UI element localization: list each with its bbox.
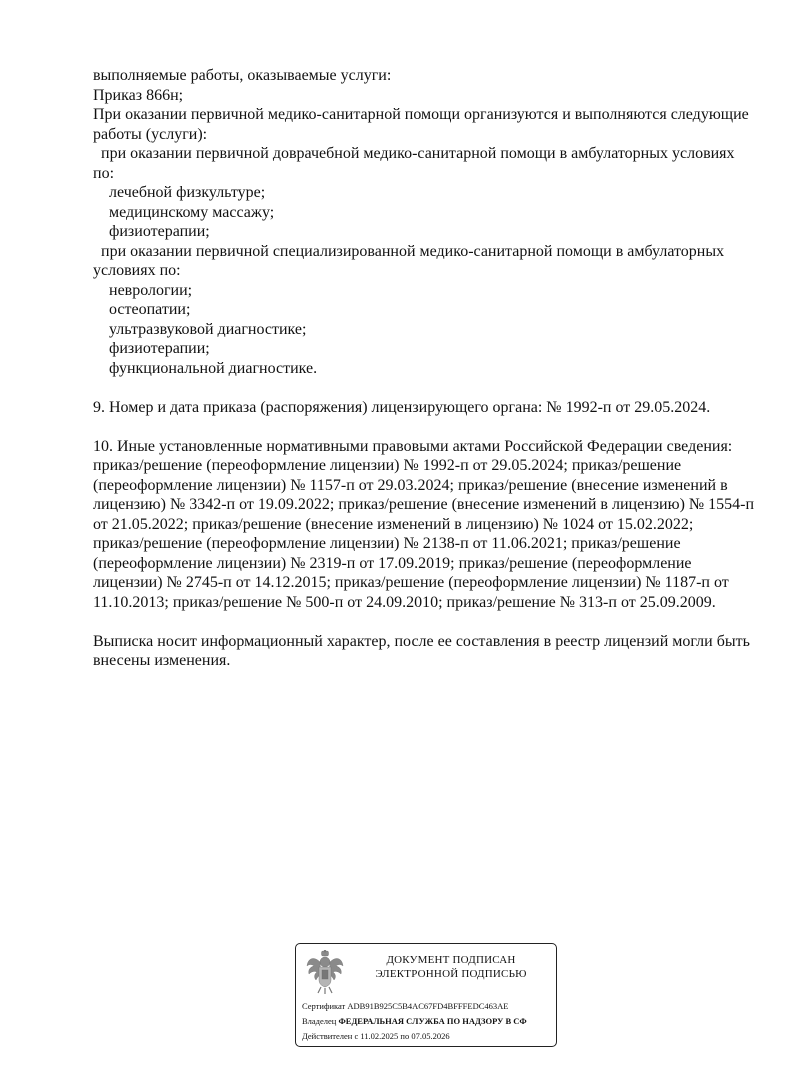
section-b-heading: при оказании первичной специализированной медико-санитарной помощи в амбулаторных — [101, 242, 725, 260]
stamp-title-line: ДОКУМЕНТ ПОДПИСАН — [386, 954, 516, 966]
certificate-label: Сертификат — [302, 1001, 346, 1011]
item-10-line: 10. Иные установленные нормативными правовыми актами Российской Федерации сведения: — [93, 437, 733, 455]
stamp-info — [302, 999, 557, 1044]
certificate-value: ADB91B925C5B4AC67FD4BFFFEDC463AE — [347, 1001, 509, 1011]
validity-value: с 11.02.2025 по 07.05.2026 — [354, 1031, 450, 1041]
section-a-heading: при оказании первичной доврачебной медико-санитарной помощи в амбулаторных условиях — [101, 145, 735, 162]
disclaimer-line: внесены изменения. — [93, 652, 231, 669]
spacer — [93, 612, 763, 632]
spacer — [93, 417, 763, 437]
intro-line: выполняемые работы, оказываемые услуги: — [93, 67, 392, 84]
validity-label: Действителен — [302, 1031, 353, 1041]
intro-line: работы (услуги): — [93, 125, 208, 143]
validity-row — [302, 1029, 557, 1044]
item-9-order-number: 9. Номер и дата приказа (распоряжения) лицензирующего органа: № 1992-п от 29.05.2024. — [93, 398, 711, 416]
spacer — [93, 378, 763, 398]
stamp-title-line: ЭЛЕКТРОННОЙ ПОДПИСЬЮ — [375, 967, 527, 980]
owner-row — [302, 1014, 557, 1029]
item-10-line: от 21.05.2022; приказ/решение (внесение изменений в лицензию) № 1024 от 15.02.2022; — [93, 515, 694, 533]
document-page — [93, 66, 763, 671]
owner-value: ФЕДЕРАЛЬНАЯ СЛУЖБА ПО НАДЗОРУ В СФ — [338, 1016, 527, 1026]
service-item: неврологии; — [109, 281, 193, 299]
service-item: остеопатии; — [109, 301, 191, 318]
certificate-row — [302, 999, 557, 1014]
electronic-signature-stamp — [295, 943, 557, 1047]
stamp-title — [348, 954, 554, 981]
item-10-line: 11.10.2013; приказ/решение № 500-п от 24.09.2010; приказ/решение № 313-п от 25.09.2009. — [93, 593, 716, 611]
russian-coat-of-arms-icon — [306, 950, 344, 994]
item-10-line: лицензии) № 2745-п от 14.12.2015; приказ/решение (переоформление лицензии) № 1187-п от — [93, 574, 729, 591]
service-item: физиотерапии; — [109, 340, 210, 357]
item-10-line: приказ/решение (переоформление лицензии) № 1992-п от 29.05.2024; приказ/решение — [93, 457, 682, 474]
section-b-heading: условиях по: — [93, 262, 181, 279]
item-10-line: лицензию) № 3342-п от 19.09.2022; приказ/решение (внесение изменений в лицензию) № 1554-п — [93, 496, 755, 513]
owner-label: Владелец — [302, 1016, 337, 1026]
item-10-line: (переоформление лицензии) № 2319-п от 17.09.2019; приказ/решение (переоформление — [93, 554, 692, 572]
item-10-other-info — [93, 437, 763, 613]
item-10-line: приказ/решение (переоформление лицензии) № 2138-п от 11.06.2021; приказ/решение — [93, 535, 681, 552]
service-item: физиотерапии; — [109, 223, 210, 240]
service-item: лечебной физкультуре; — [109, 184, 266, 201]
section-a-heading: по: — [93, 164, 115, 182]
service-item: медицинскому массажу; — [109, 203, 275, 221]
disclaimer-line: Выписка носит информационный характер, после ее составления в реестр лицензий могли быть — [93, 632, 750, 650]
intro-line: При оказании первичной медико-санитарной помощи организуются и выполняются следующие — [93, 106, 749, 123]
service-item: ультразвуковой диагностике; — [109, 320, 307, 338]
service-item: функциональной диагностике. — [109, 359, 318, 377]
item-10-line: (переоформление лицензии) № 1157-п от 29.03.2024; приказ/решение (внесение изменений в — [93, 476, 728, 494]
intro-line: Приказ 866н; — [93, 86, 184, 104]
disclaimer — [93, 632, 763, 671]
